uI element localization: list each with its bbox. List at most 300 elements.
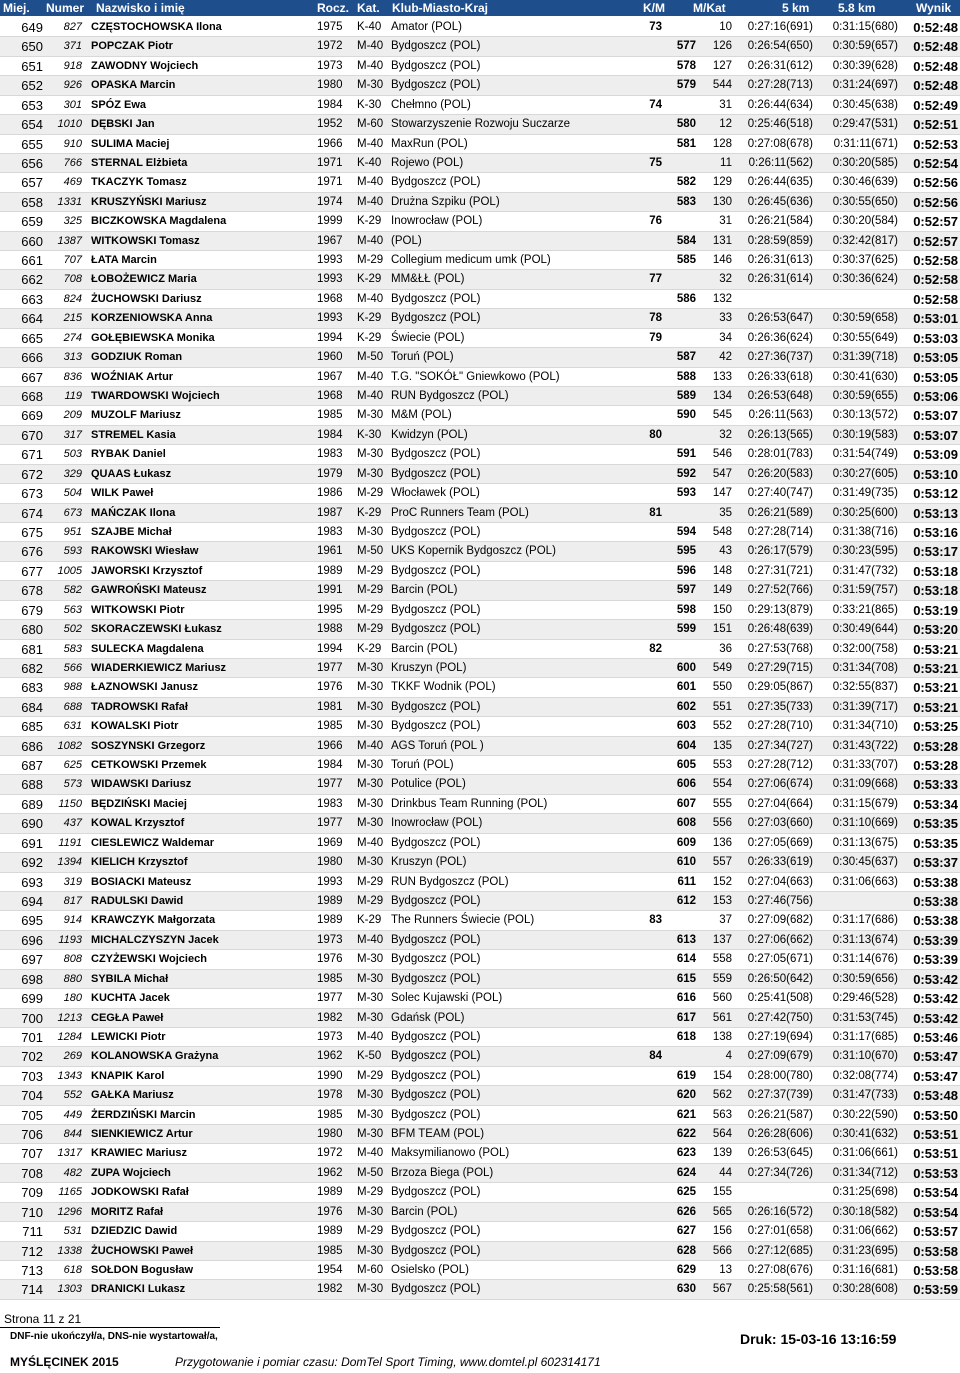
table-row	[0, 601, 960, 620]
cell-result: 0:52:56	[913, 175, 958, 191]
cell-year: 1974	[317, 195, 343, 208]
table-row	[0, 1164, 960, 1183]
cell-gender-place-m: 582	[676, 176, 696, 189]
timing-credit: Przygotowanie i pomiar czasu: DomTel Sport Timing, www.domtel.pl 602314171	[175, 1355, 601, 1369]
cell-place: 694	[21, 893, 43, 909]
cell-category: M-40	[357, 59, 384, 72]
cell-result: 0:52:48	[913, 39, 958, 55]
cell-place: 651	[21, 58, 43, 74]
cell-number: 1317	[57, 1147, 82, 1160]
cell-number: 301	[63, 98, 82, 111]
cell-name: SOŁDON Bogusław	[91, 1264, 194, 1276]
cell-year: 1985	[317, 1244, 343, 1257]
cell-year: 1967	[317, 234, 343, 247]
cell-category-place: 551	[712, 700, 732, 713]
cell-category-place: 155	[712, 1186, 732, 1199]
cell-place: 659	[21, 214, 43, 230]
cell-split-58km: 0:30:18(582)	[832, 1205, 898, 1218]
cell-name: ŻERDZIŃSKI Marcin	[91, 1108, 196, 1121]
cell-name: ŁOBOŻEWICZ Maria	[91, 273, 197, 286]
cell-club: Bydgoszcz (POL)	[391, 79, 481, 92]
cell-year: 1994	[317, 331, 343, 344]
cell-split-5km: 0:25:41(508)	[747, 992, 813, 1005]
table-row	[0, 775, 960, 794]
cell-name: KOLANOWSKA Grażyna	[91, 1050, 219, 1063]
cell-name: CZĘSTOCHOWSKA Ilona	[91, 21, 222, 33]
cell-category: M-30	[357, 1108, 384, 1121]
cell-place: 683	[21, 680, 43, 696]
cell-club: Bydgoszcz (POL)	[391, 312, 481, 325]
cell-number: 1213	[57, 1011, 82, 1024]
cell-club: ProC Runners Team (POL)	[391, 506, 529, 519]
cell-split-5km: 0:26:45(636)	[747, 195, 813, 208]
cell-split-5km: 0:26:48(639)	[747, 623, 813, 636]
cell-result: 0:53:21	[913, 641, 958, 657]
cell-name: ZAWODNY Wojciech	[91, 59, 199, 72]
table-row	[0, 1028, 960, 1047]
cell-split-5km: 0:27:04(663)	[747, 875, 813, 888]
cell-gender-place-m: 625	[676, 1186, 696, 1199]
cell-number: 531	[63, 1225, 82, 1238]
cell-category-place: 146	[712, 254, 732, 267]
cell-split-5km: 0:27:28(710)	[747, 720, 813, 733]
cell-split-5km: 0:26:53(648)	[747, 390, 813, 403]
cell-result: 0:53:42	[913, 1010, 958, 1026]
cell-category-place: 152	[712, 875, 732, 888]
cell-place: 670	[21, 427, 43, 443]
cell-split-5km: 0:27:28(712)	[747, 759, 813, 772]
cell-split-58km: 0:30:59(655)	[832, 390, 898, 403]
cell-gender-place-m: 621	[676, 1108, 696, 1121]
cell-club: Bydgoszcz (POL)	[391, 59, 481, 72]
results-table-header	[0, 0, 960, 16]
table-row	[0, 504, 960, 523]
cell-club: Solec Kujawski (POL)	[391, 992, 503, 1005]
cell-place: 693	[21, 874, 43, 890]
cell-category: M-30	[357, 992, 384, 1005]
cell-gender-place-m: 604	[676, 739, 696, 752]
cell-result: 0:53:35	[913, 816, 958, 832]
cell-name: CETKOWSKI Przemek	[91, 759, 207, 772]
cell-club: Toruń (POL)	[391, 351, 454, 364]
cell-name: WIADERKIEWICZ Mariusz	[91, 661, 227, 674]
cell-club: Bydgoszcz (POL)	[391, 1225, 481, 1238]
cell-split-58km: 0:31:13(675)	[832, 836, 898, 849]
cell-number: 817	[63, 894, 82, 907]
cell-name: BOSIACKI Mateusz	[91, 875, 192, 888]
cell-category-place: 42	[719, 351, 732, 364]
cell-category-place: 148	[712, 564, 732, 577]
cell-place: 698	[21, 971, 43, 987]
cell-split-58km: 0:29:47(531)	[832, 118, 898, 131]
cell-year: 1984	[317, 98, 343, 111]
cell-club: Bydgoszcz (POL)	[391, 1186, 481, 1199]
cell-category: M-30	[357, 1089, 384, 1102]
cell-year: 1972	[317, 1147, 343, 1160]
cell-split-5km: 0:27:52(766)	[747, 584, 813, 597]
cell-result: 0:52:53	[913, 136, 958, 152]
cell-year: 1961	[317, 545, 343, 558]
cell-category: M-60	[357, 1264, 384, 1276]
cell-category: M-29	[357, 1225, 384, 1238]
cell-number: 504	[63, 487, 82, 500]
cell-category: M-29	[357, 623, 384, 636]
cell-club: Kwidzyn (POL)	[391, 428, 468, 441]
cell-club: RUN Bydgoszcz (POL)	[391, 875, 509, 888]
table-row	[0, 581, 960, 600]
cell-gender-place-m: 612	[676, 894, 696, 907]
col-header-split-58km: 5.8 km	[838, 1, 876, 15]
cell-year: 1966	[317, 739, 343, 752]
cell-club: BFM TEAM (POL)	[391, 1128, 485, 1141]
cell-club: Barcin (POL)	[391, 1205, 458, 1218]
cell-place: 672	[21, 466, 43, 482]
cell-name: CEGŁA Paweł	[91, 1011, 164, 1024]
table-row	[0, 57, 960, 76]
cell-year: 1975	[317, 21, 343, 33]
cell-split-58km: 0:31:15(679)	[832, 797, 898, 810]
cell-club: Maksymilianowo (POL)	[391, 1147, 510, 1160]
cell-year: 1989	[317, 914, 343, 927]
cell-category-place: 149	[712, 584, 732, 597]
cell-result: 0:53:35	[913, 835, 958, 851]
cell-number: 317	[63, 428, 82, 441]
cell-category-place: 131	[712, 234, 732, 247]
cell-split-58km: 0:31:10(670)	[832, 1050, 898, 1063]
cell-result: 0:53:09	[913, 447, 958, 463]
cell-place: 708	[21, 1165, 43, 1181]
cell-number: 573	[63, 778, 82, 791]
cell-category: M-30	[357, 79, 384, 92]
cell-gender-place-m: 630	[676, 1283, 696, 1296]
cell-place: 685	[21, 719, 43, 735]
cell-category-place: 552	[712, 720, 732, 733]
cell-year: 1984	[317, 759, 343, 772]
cell-year: 1999	[317, 215, 343, 228]
cell-split-5km: 0:27:37(739)	[747, 1089, 813, 1102]
results-table-body	[0, 18, 960, 1300]
cell-gender-place: 74	[649, 98, 662, 111]
cell-year: 1983	[317, 448, 343, 461]
cell-place: 654	[21, 117, 43, 133]
cell-name: ŁAZNOWSKI Janusz	[91, 681, 198, 694]
cell-category: M-40	[357, 390, 384, 403]
cell-split-5km: 0:28:00(780)	[747, 1069, 813, 1082]
cell-category-place: 154	[712, 1069, 732, 1082]
cell-split-58km: 0:31:16(681)	[832, 1264, 898, 1276]
cell-year: 1979	[317, 467, 343, 480]
cell-year: 1981	[317, 700, 343, 713]
cell-category: M-40	[357, 176, 384, 189]
cell-place: 691	[21, 835, 43, 851]
cell-split-58km: 0:31:39(718)	[832, 351, 898, 364]
cell-name: DZIEDZIC Dawid	[91, 1225, 178, 1238]
cell-club: Bydgoszcz (POL)	[391, 1069, 481, 1082]
cell-gender-place-m: 588	[676, 370, 696, 383]
cell-split-5km: 0:28:01(783)	[747, 448, 813, 461]
table-row	[0, 232, 960, 251]
cell-category-place: 151	[712, 623, 732, 636]
cell-result: 0:53:19	[913, 602, 958, 618]
cell-split-58km: 0:30:25(600)	[832, 506, 898, 519]
cell-split-5km: 0:27:53(768)	[747, 642, 813, 655]
cell-club: TKKF Wodnik (POL)	[391, 681, 496, 694]
cell-category: M-30	[357, 1244, 384, 1257]
table-row	[0, 1280, 960, 1299]
cell-number: 951	[63, 525, 82, 538]
cell-name: ŻUCHOWSKI Dariusz	[91, 292, 202, 305]
cell-result: 0:52:58	[913, 291, 958, 307]
cell-category: M-40	[357, 739, 384, 752]
cell-number: 563	[63, 603, 82, 616]
cell-number: 119	[64, 390, 82, 403]
cell-split-58km: 0:31:53(745)	[832, 1011, 898, 1024]
cell-year: 1986	[317, 487, 343, 500]
cell-category-place: 13	[719, 1264, 732, 1276]
cell-category: M-30	[357, 448, 384, 461]
cell-result: 0:53:37	[913, 855, 958, 871]
cell-number: 1387	[57, 234, 82, 247]
cell-result: 0:53:38	[913, 874, 958, 890]
cell-split-5km: 0:27:06(674)	[747, 778, 813, 791]
cell-name: SOSZYNSKI Grzegorz	[91, 739, 206, 752]
cell-category: M-30	[357, 953, 384, 966]
cell-split-5km: 0:27:01(658)	[747, 1225, 813, 1238]
cell-place: 668	[21, 389, 43, 405]
cell-club: Bydgoszcz (POL)	[391, 933, 481, 946]
cell-club: Bydgoszcz (POL)	[391, 467, 481, 480]
cell-number: 1338	[57, 1244, 82, 1257]
cell-split-58km: 0:30:13(572)	[832, 409, 898, 422]
cell-year: 1989	[317, 894, 343, 907]
cell-category-place: 567	[712, 1283, 732, 1296]
cell-result: 0:52:56	[913, 194, 958, 210]
cell-split-58km: 0:31:10(669)	[832, 817, 898, 830]
cell-category: M-50	[357, 351, 384, 364]
cell-result: 0:53:38	[913, 893, 958, 909]
cell-year: 1972	[317, 40, 343, 53]
cell-category-place: 150	[712, 603, 732, 616]
cell-club: The Runners Świecie (POL)	[391, 914, 535, 927]
cell-category-place: 134	[712, 390, 732, 403]
cell-year: 1985	[317, 1108, 343, 1121]
cell-club: MM&ŁŁ (POL)	[391, 273, 465, 286]
cell-gender-place-m: 578	[676, 59, 696, 72]
cell-club: Bydgoszcz (POL)	[391, 720, 481, 733]
cell-number: 502	[63, 623, 82, 636]
cell-split-58km: 0:30:59(656)	[832, 972, 898, 985]
cell-split-58km: 0:30:37(625)	[832, 254, 898, 267]
cell-split-5km: 0:27:12(685)	[747, 1244, 813, 1257]
cell-split-58km: 0:31:47(732)	[832, 564, 898, 577]
cell-category: M-40	[357, 292, 384, 305]
cell-number: 552	[63, 1089, 82, 1102]
cell-year: 1968	[317, 292, 343, 305]
table-row	[0, 18, 960, 37]
cell-split-58km: 0:30:55(650)	[832, 195, 898, 208]
cell-number: 1296	[57, 1205, 82, 1218]
cell-place: 679	[21, 602, 43, 618]
cell-name: KRAWIEC Mariusz	[91, 1147, 187, 1160]
table-row	[0, 484, 960, 503]
cell-club: Bydgoszcz (POL)	[391, 836, 481, 849]
cell-split-58km: 0:32:42(817)	[832, 234, 898, 247]
cell-category-place: 34	[719, 331, 732, 344]
cell-number: 1010	[57, 118, 82, 131]
cell-category: K-29	[357, 642, 382, 655]
cell-year: 1954	[317, 1264, 343, 1276]
cell-category-place: 566	[712, 1244, 732, 1257]
cell-number: 325	[63, 215, 82, 228]
cell-place: 650	[21, 39, 43, 55]
cell-result: 0:53:01	[913, 311, 958, 327]
cell-number: 319	[63, 875, 82, 888]
cell-name: TADROWSKI Rafał	[91, 700, 188, 713]
cell-category: M-30	[357, 467, 384, 480]
cell-gender-place-m: 623	[676, 1147, 696, 1160]
cell-year: 1977	[317, 661, 343, 674]
cell-category-place: 32	[719, 273, 732, 286]
cell-place: 657	[21, 175, 43, 191]
cell-result: 0:53:39	[913, 952, 958, 968]
cell-gender-place-m: 581	[676, 137, 696, 150]
cell-gender-place-m: 589	[676, 390, 696, 403]
cell-name: KRAWCZYK Małgorzata	[91, 914, 216, 927]
col-header-club: Klub-Miasto-Kraj	[392, 1, 488, 15]
cell-split-5km: 0:26:53(647)	[747, 312, 813, 325]
cell-name: TKACZYK Tomasz	[91, 176, 187, 189]
cell-name: JAWORSKI Krzysztof	[91, 564, 203, 577]
cell-result: 0:53:21	[913, 699, 958, 715]
cell-result: 0:53:05	[913, 350, 958, 366]
cell-year: 1993	[317, 875, 343, 888]
cell-club: Amator (POL)	[391, 21, 462, 33]
cell-number: 582	[63, 584, 82, 597]
table-row	[0, 270, 960, 289]
cell-name: ŁATA Marcin	[91, 254, 157, 267]
cell-split-58km: 0:31:17(686)	[832, 914, 898, 927]
cell-result: 0:53:10	[913, 466, 958, 482]
cell-split-58km: 0:31:13(674)	[832, 933, 898, 946]
cell-split-58km: 0:30:41(632)	[832, 1128, 898, 1141]
cell-category: M-60	[357, 118, 384, 131]
cell-place: 699	[21, 991, 43, 1007]
table-row	[0, 173, 960, 192]
cell-name: RAKOWSKI Wiesław	[91, 545, 199, 558]
cell-split-5km: 0:27:34(726)	[747, 1166, 813, 1179]
cell-category: K-30	[357, 428, 382, 441]
cell-club: AGS Toruń (POL )	[391, 739, 484, 752]
cell-gender-place: 79	[649, 331, 662, 344]
cell-number: 766	[63, 156, 82, 169]
cell-result: 0:53:18	[913, 583, 958, 599]
cell-name: SULIMA Maciej	[91, 137, 170, 150]
cell-result: 0:52:49	[913, 97, 958, 113]
cell-split-58km: 0:30:22(590)	[832, 1108, 898, 1121]
cell-category: M-30	[357, 681, 384, 694]
cell-split-5km: 0:26:13(565)	[747, 428, 813, 441]
cell-name: GODZIUK Roman	[91, 351, 183, 364]
cell-club: Barcin (POL)	[391, 584, 458, 597]
cell-split-5km: 0:27:31(721)	[747, 564, 813, 577]
table-row	[0, 853, 960, 872]
table-row	[0, 1261, 960, 1280]
cell-split-5km: 0:27:16(691)	[747, 21, 813, 33]
cell-split-5km: 0:27:19(694)	[747, 1030, 813, 1043]
cell-split-58km: 0:31:25(698)	[832, 1186, 898, 1199]
cell-category-place: 549	[712, 661, 732, 674]
cell-place: 709	[21, 1185, 43, 1201]
cell-gender-place-m: 596	[676, 564, 696, 577]
table-row	[0, 1067, 960, 1086]
cell-split-5km: 0:27:28(713)	[747, 79, 813, 92]
cell-gender-place-m: 597	[676, 584, 696, 597]
cell-year: 1980	[317, 79, 343, 92]
cell-place: 689	[21, 796, 43, 812]
cell-category-place: 557	[712, 856, 732, 869]
cell-club: Bydgoszcz (POL)	[391, 700, 481, 713]
cell-place: 676	[21, 544, 43, 560]
cell-club: Drinkbus Team Running (POL)	[391, 797, 548, 810]
cell-number: 625	[63, 759, 82, 772]
cell-number: 269	[63, 1050, 82, 1063]
cell-split-58km: 0:31:34(712)	[832, 1166, 898, 1179]
cell-name: LEWICKI Piotr	[91, 1030, 166, 1043]
cell-name: WITKOWSKI Tomasz	[91, 234, 200, 247]
cell-name: WOŹNIAK Artur	[91, 370, 174, 383]
cell-club: Collegium medicum umk (POL)	[391, 254, 551, 267]
cell-number: 824	[63, 292, 82, 305]
cell-place: 669	[21, 408, 43, 424]
cell-result: 0:53:34	[913, 796, 958, 812]
cell-category-place: 562	[712, 1089, 732, 1102]
table-row	[0, 678, 960, 697]
cell-result: 0:53:07	[913, 408, 958, 424]
cell-year: 1985	[317, 720, 343, 733]
cell-gender-place-m: 617	[676, 1011, 696, 1024]
cell-split-5km: 0:26:21(589)	[747, 506, 813, 519]
table-row	[0, 542, 960, 561]
cell-place: 710	[21, 1204, 43, 1220]
cell-category-place: 559	[712, 972, 732, 985]
cell-category-place: 35	[719, 506, 732, 519]
cell-place: 662	[21, 272, 43, 288]
cell-name: WIDAWSKI Dariusz	[91, 778, 192, 791]
cell-club: Potulice (POL)	[391, 778, 466, 791]
cell-gender-place-m: 613	[676, 933, 696, 946]
cell-club: Inowrocław (POL)	[391, 817, 483, 830]
cell-place: 707	[21, 1146, 43, 1162]
cell-club: Chełmno (POL)	[391, 98, 471, 111]
cell-gender-place-m: 615	[676, 972, 696, 985]
cell-gender-place: 80	[649, 428, 662, 441]
cell-gender-place-m: 614	[676, 953, 696, 966]
cell-year: 1983	[317, 525, 343, 538]
cell-category-place: 558	[712, 953, 732, 966]
cell-split-5km: 0:26:44(634)	[747, 98, 813, 111]
cell-split-58km: 0:30:19(583)	[832, 428, 898, 441]
cell-result: 0:53:46	[913, 1029, 958, 1045]
cell-category: M-29	[357, 564, 384, 577]
cell-club: M&M (POL)	[391, 409, 452, 422]
cell-category-place: 4	[725, 1050, 732, 1063]
cell-place: 697	[21, 952, 43, 968]
cell-gender-place-m: 624	[676, 1166, 696, 1179]
cell-club: Kruszyn (POL)	[391, 856, 467, 869]
cell-split-5km: 0:25:46(518)	[747, 118, 813, 131]
cell-name: BICZKOWSKA Magdalena	[91, 215, 227, 228]
cell-category: K-29	[357, 215, 382, 228]
